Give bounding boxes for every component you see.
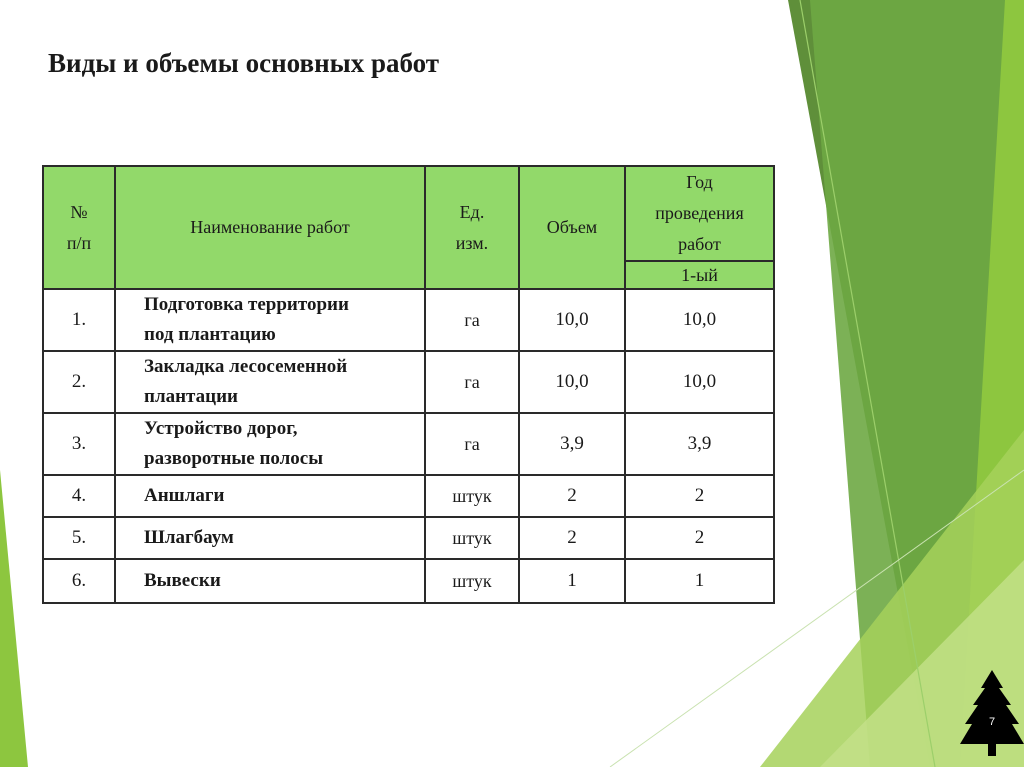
header-volume: Объем xyxy=(519,166,625,289)
header-year: Год проведения работ xyxy=(625,166,774,261)
slide-title: Виды и объемы основных работ xyxy=(48,48,440,78)
cell-num: 4. xyxy=(43,475,115,517)
cell-year1: 2 xyxy=(625,475,774,517)
cell-num: 2. xyxy=(43,351,115,413)
cell-volume: 2 xyxy=(519,517,625,559)
header-unit: Ед. изм. xyxy=(425,166,519,289)
works-table xyxy=(42,165,775,604)
cell-num: 5. xyxy=(43,517,115,559)
deco-left-triangle xyxy=(0,470,28,767)
cell-volume: 3,9 xyxy=(519,413,625,475)
table-row xyxy=(43,475,774,517)
header-year-sub: 1-ый xyxy=(625,261,774,289)
cell-unit: га xyxy=(425,351,519,413)
table-row xyxy=(43,413,774,475)
header-num: № п/п xyxy=(43,166,115,289)
cell-name: Устройство дорог, разворотные полосы xyxy=(115,413,425,475)
cell-unit: га xyxy=(425,289,519,351)
table-row xyxy=(43,559,774,603)
cell-year1: 10,0 xyxy=(625,351,774,413)
cell-volume: 2 xyxy=(519,475,625,517)
cell-unit: штук xyxy=(425,475,519,517)
cell-name: Аншлаги xyxy=(115,475,425,517)
cell-year1: 10,0 xyxy=(625,289,774,351)
cell-volume: 1 xyxy=(519,559,625,603)
cell-year1: 1 xyxy=(625,559,774,603)
cell-num: 6. xyxy=(43,559,115,603)
cell-num: 1. xyxy=(43,289,115,351)
cell-name: Закладка лесосеменной плантации xyxy=(115,351,425,413)
cell-name: Шлагбаум xyxy=(115,517,425,559)
cell-volume: 10,0 xyxy=(519,351,625,413)
table-row xyxy=(43,289,774,351)
cell-name: Подготовка территории под плантацию xyxy=(115,289,425,351)
cell-year1: 2 xyxy=(625,517,774,559)
cell-year1: 3,9 xyxy=(625,413,774,475)
slide-number: 7 xyxy=(988,716,996,728)
cell-unit: штук xyxy=(425,517,519,559)
table-row xyxy=(43,351,774,413)
cell-num: 3. xyxy=(43,413,115,475)
header-name: Наименование работ xyxy=(115,166,425,289)
cell-name: Вывески xyxy=(115,559,425,603)
cell-volume: 10,0 xyxy=(519,289,625,351)
cell-unit: штук xyxy=(425,559,519,603)
cell-unit: га xyxy=(425,413,519,475)
table-row xyxy=(43,517,774,559)
